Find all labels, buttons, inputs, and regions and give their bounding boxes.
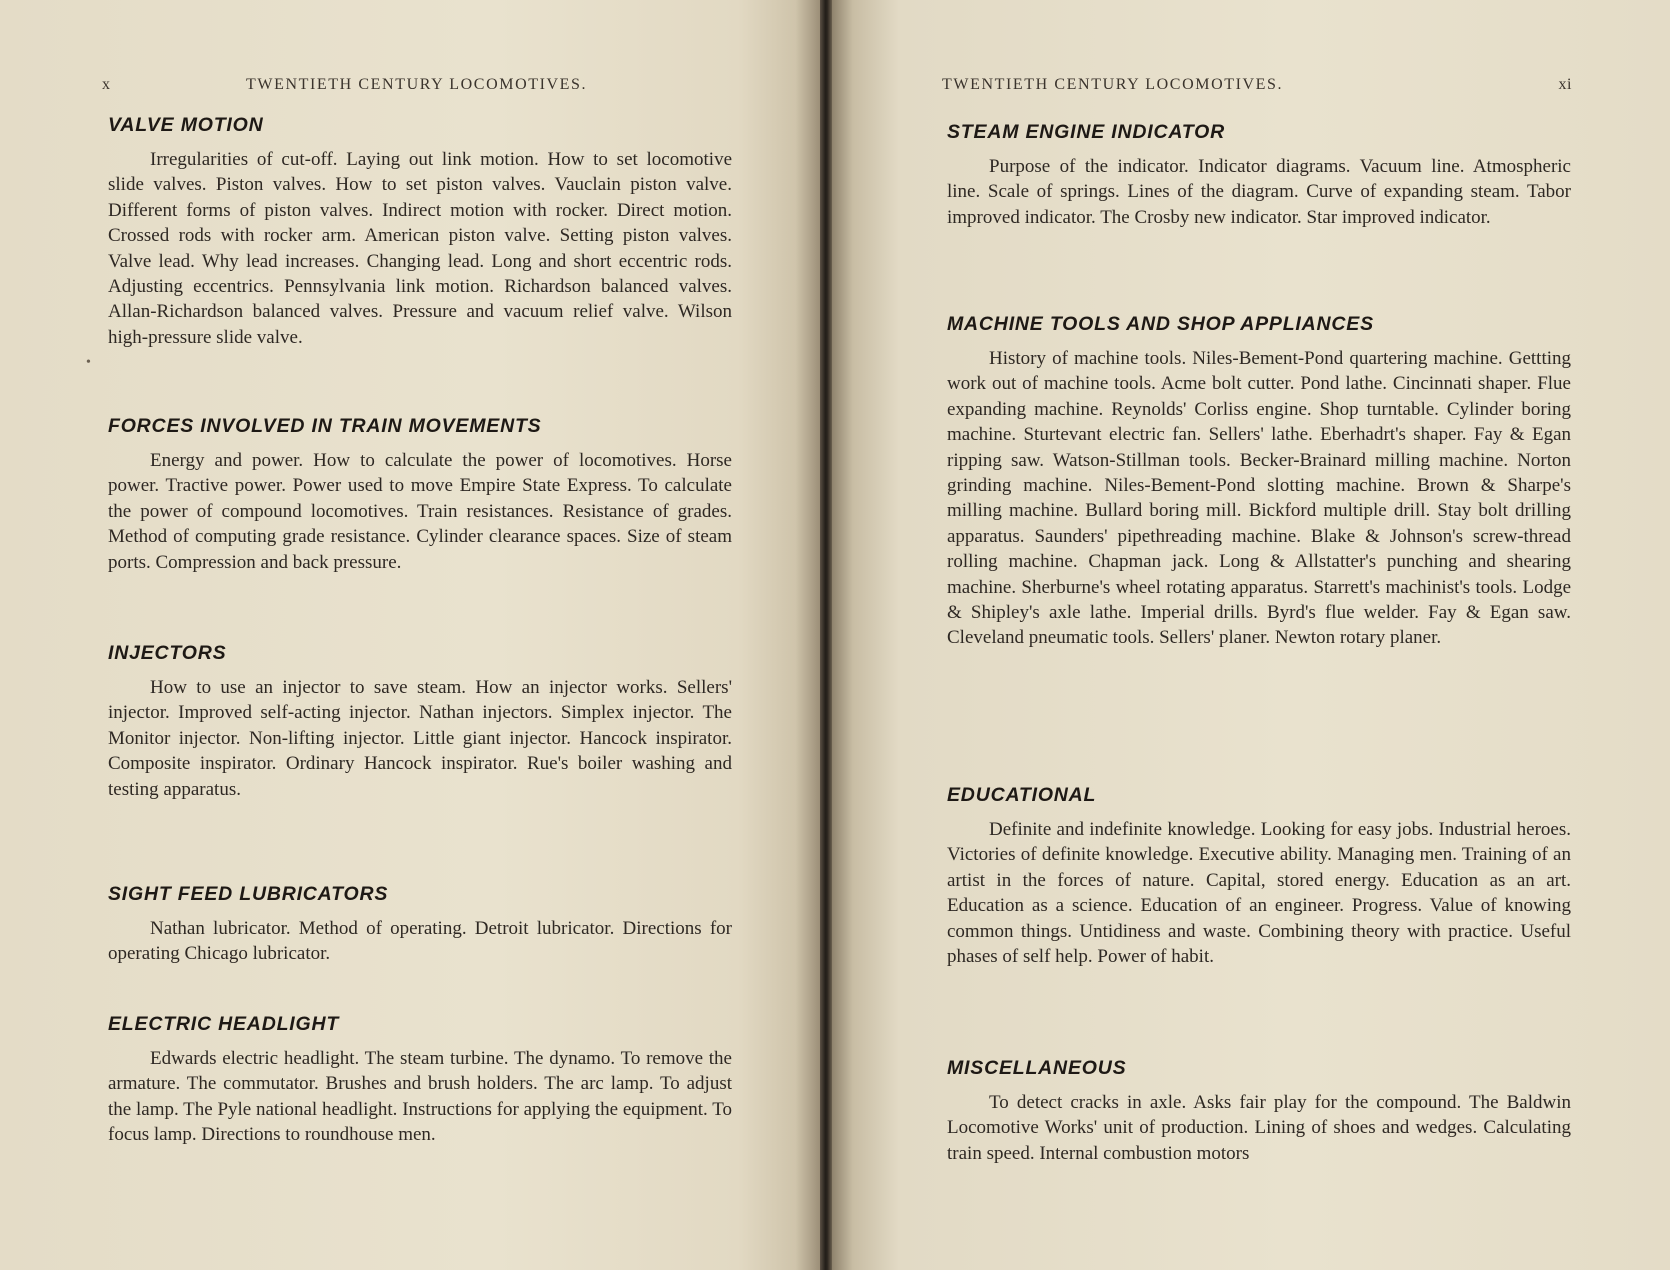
right-folio: xi: [1558, 76, 1572, 93]
section-heading: FORCES INVOLVED IN TRAIN MOVEMENTS: [108, 415, 542, 437]
section-injectors: [108, 641, 732, 802]
left-running-title: TWENTIETH CENTURY LOCOMOTIVES.: [246, 76, 588, 93]
section-forces: [108, 414, 732, 575]
section-machine-tools: [947, 312, 1571, 651]
section-heading: VALVE MOTION: [108, 114, 264, 136]
left-folio: x: [102, 76, 111, 93]
section-sight-feed: [108, 882, 732, 967]
section-heading: INJECTORS: [108, 642, 227, 664]
margin-dot: •: [86, 355, 91, 370]
section-text: Energy and power. How to calculate the power of locomotives. Horse power. Tractive power. Power used to move Empire State Express. To calculate the power of compound locomotives. Train resistances. Resistance of grades. Method of computing grade resistance. Cylinder clearance spaces. Size of steam ports. Compression and back pressure.: [108, 450, 732, 573]
section-text: Definite and indefinite knowledge. Looking for easy jobs. Industrial heroes. Victories of definite knowledge. Executive ability. Managing men. Training of an artist in the forces of nature. Capital, stored energy. Education as an art. Education as a science. Education of an engineer. Progress. Value of knowing common things. Untidiness and waste. Combining theory with practice. Useful phases of self help. Power of habit.: [947, 819, 1571, 968]
book-gutter: [820, 0, 832, 1270]
section-heading: STEAM ENGINE INDICATOR: [947, 121, 1225, 143]
right-running-title: TWENTIETH CENTURY LOCOMOTIVES.: [942, 76, 1284, 93]
section-electric-headlight: [108, 1012, 732, 1148]
section-text: Irregularities of cut-off. Laying out link motion. How to set locomotive slide valves. Piston valves. How to set piston valves. Vauclain piston valve. Different forms of piston valves. Indirect motion with rocker. Direct motion. Crossed rods with rocker arm. American piston valve. Setting piston valves. Valve lead. Why lead increases. Changing lead. Long and short eccentric rods. Adjusting eccentrics. Pennsylvania link motion. Richardson balanced valves. Allan-Richardson balanced valves. Pressure and vacuum relief valve. Wilson high-pressure slide valve.: [108, 149, 732, 348]
section-text: How to use an injector to save steam. How an injector works. Sellers' injector. Improved self-acting injector. Nathan injectors. Simplex injector. The Monitor injector. Non-lifting injector. Little giant injector. Hancock inspirator. Composite inspirator. Ordinary Hancock inspirator. Rue's boiler washing and testing apparatus.: [108, 677, 732, 800]
section-text: Edwards electric headlight. The steam turbine. The dynamo. To remove the armature. The commutator. Brushes and brush holders. The arc lamp. To adjust the lamp. The Pyle national headlight. Instructions for applying the equipment. To focus lamp. Directions to roundhouse men.: [108, 1048, 732, 1146]
section-text: Nathan lubricator. Method of operating. Detroit lubricator. Directions for operating Chicago lubricator.: [108, 918, 732, 965]
section-heading: ELECTRIC HEADLIGHT: [108, 1013, 340, 1035]
left-page: [0, 0, 820, 1270]
section-heading: MACHINE TOOLS AND SHOP APPLIANCES: [947, 313, 1374, 335]
section-educational: [947, 783, 1571, 969]
section-steam-indicator: [947, 120, 1571, 230]
section-heading: EDUCATIONAL: [947, 784, 1097, 806]
right-page: [832, 0, 1670, 1270]
section-text: To detect cracks in axle. Asks fair play for the compound. The Baldwin Locomotive Works' unit of production. Lining of shoes and wedges. Calculating train speed. Internal combustion motors: [947, 1092, 1571, 1164]
section-miscellaneous: [947, 1056, 1571, 1166]
section-text: Purpose of the indicator. Indicator diagrams. Vacuum line. Atmospheric line. Scale of springs. Lines of the diagram. Curve of expanding steam. Tabor improved indicator. The Crosby new indicator. Star improved indicator.: [947, 156, 1571, 228]
section-heading: SIGHT FEED LUBRICATORS: [108, 883, 389, 905]
section-heading: MISCELLANEOUS: [947, 1057, 1127, 1079]
section-text: History of machine tools. Niles-Bement-Pond quartering machine. Gettting work out of machine tools. Acme bolt cutter. Pond lathe. Cincinnati shaper. Flue expanding machine. Reynolds' Corliss engine. Shop turntable. Cylinder boring machine. Sturtevant electric fan. Sellers' lathe. Eberhadrt's shaper. Fay & Egan ripping saw. Watson-Stillman tools. Becker-Brainard milling machine. Norton grinding machine. Niles-Bement-Pond slotting machine. Brown & Sharpe's milling machine. Bullard boring mill. Bickford multiple drill. Stay bolt drilling apparatus. Saunders' pipethreading machine. Blake & Johnson's screw-thread rolling machine. Chapman jack. Long & Allstatter's punching and shearing machine. Sherburne's wheel rotating apparatus. Starrett's machinist's tools. Lodge & Shipley's axle lathe. Imperial drills. Byrd's flue welder. Fay & Egan saw. Cleveland pneumatic tools. Sellers' planer. Newton rotary planer.: [947, 348, 1571, 649]
section-valve-motion: [108, 113, 732, 350]
